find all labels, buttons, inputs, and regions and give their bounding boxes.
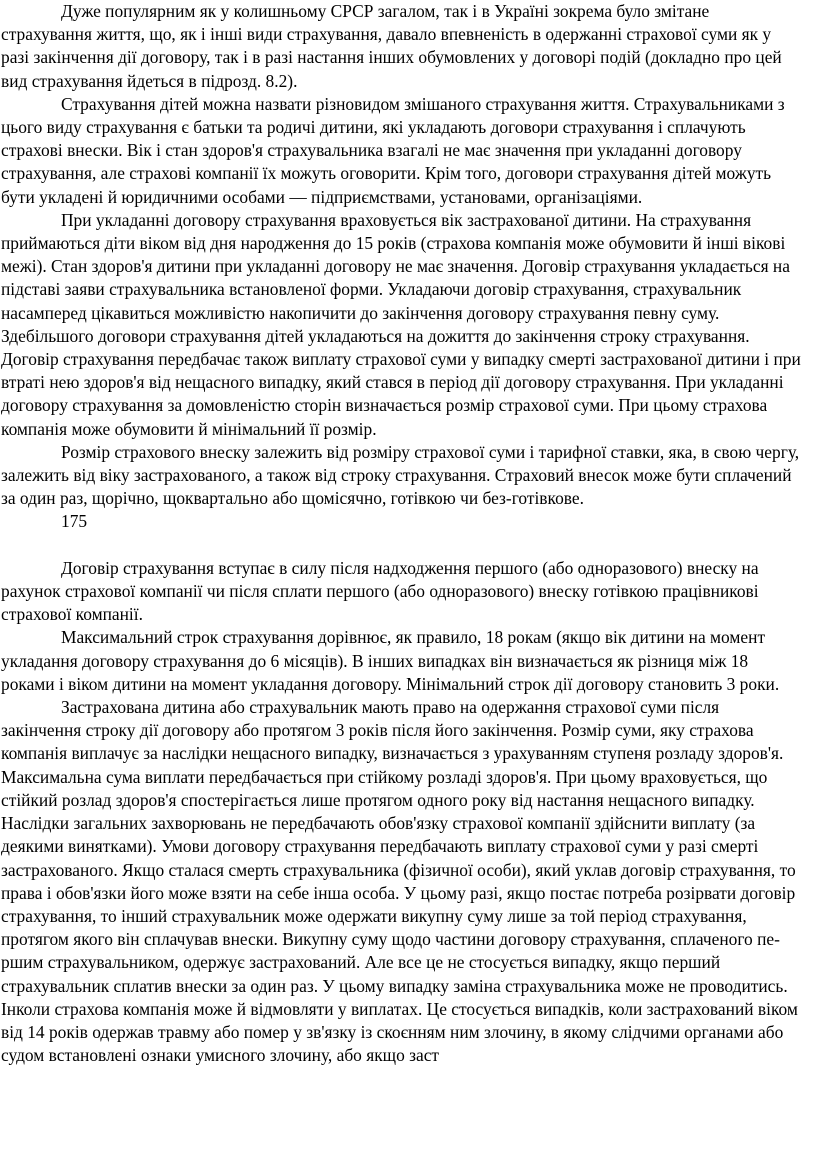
paragraph-payout-rights: Застрахована дитина або страхувальник мають право на одержання страхової суми після закінчення строку дії договору або протягом 3 років після його закінчення. Розмір суми, яку страхова компанія виплачує за наслідки нещасного випадку, визначається з урахуванням ступеня розладу здоров'я. Максимальна сума виплати передбачається при стійкому розладі здоров'я. При цьому враховується, що стійкий розлад здоров'я спостерігається лише протягом одного року від настання нещасного випадку. Наслідки загальних захворювань не передбачають обов'язку страхової компанії здійснити виплату (за деякими винятками). Умови договору страхування передбачають виплату страхової суми у разі смерті застрахованого. Якщо сталася смерть страхувальника (фізичної особи), який уклав договір страхування, то права і обов'язки його може взяти на себе інша особа. У цьому разі, якщо постає потреба розірвати договір страхування, то інший страхувальник може одержати викупну суму лише за той період страхування, протягом якого він сплачував внески. Викупну суму щодо частини договору страхування, сплаченого пе-ршим страхувальником, одержує застрахований. Але все це не стосується випадку, якщо перший страхувальник сплатив внески за один раз. У цьому випадку заміна страхувальника може не проводитись. [1,697,796,996]
paragraph-child-insurance-definition: Страхування дітей можна назвати різновидом змішаного страхування життя. Страхувальниками з цього виду страхування є батьки та родичі дитини, які укладають договори страхування і сплачують страхові внески. Вік і стан здоров'я страхувальника взагалі не має значення при укладанні договору страхування, але страхові компанії їх можуть оговорити. Крім того, договори страхування дітей можуть бути укладені й юридичними особами — підприємствами, установами, організаціями. [1,93,785,207]
paragraph-premium-size: Розмір страхового внеску залежить від розміру страхової суми і тарифної ставки, яка, в свою чергу, залежить від віку застрахованого, а також від строку страхування. Страховий внесок може бути сплачений за один раз, щорічно, щоквартально або щомісячно, готівкою чи без-готівкове. [1,441,800,509]
page-break-gap [1,534,801,557]
page-number: 175 [61,511,88,532]
paragraph-child-age-terms: При укладанні договору страхування враховується вік застрахованої дитини. На страхування приймаються діти віком від дня народження до 15 років (страхова компанія може обумовити й інші вікові межі). Стан здоров'я дитини при укладанні договору не має значення. Договір страхування укладається на підставі заяви страхувальника встановленої форми. Укладаючи договір страхування, страхувальник насамперед цікавиться можливістю накопичити до закінчення договору страхування певну суму. Здебільшого договори страхування дітей укладаються на дожиття до закінчення строку страхування. Договір страхування передбачає також виплату страхової суми у випадку смерті застрахованої дитини і при втраті нею здоров'я від нещасного випадку, який стався в період дії договору страхування. При укладанні договору страхування за домовленістю сторін визначається розмір страхової суми. При цьому страхова компанія може обумовити й мінімальний її розмір. [1,209,801,439]
paragraph-contract-effective: Договір страхування вступає в силу після надходження першого (або одноразового) внеску на рахунок страхової компанії чи після сплати першого (або одноразового) внеску готівкою працівникові страхової компанії. [1,557,759,625]
paragraph-life-insurance-history: Дуже популярним як у колишньому СРСР загалом, так і в Україні зокрема було змітане страхування життя, що, як і інші види страхування, давало впевненість в одержанні страхової суми як у разі закінчення дії договору, так і в разі настання інших обумовлених у договорі подій (докладно про цей вид страхування йдеться в підрозд. 8.2). [1,1,782,91]
paragraph-payout-refusal: Інколи страхова компанія може й відмовляти у виплатах. Це стосується випадків, коли застрахований віком від 14 років одержав травму або помер у зв'язку із скоєнням ним злочину, в якому слідчими органами або судом встановлені ознаки умисного злочину, або якщо заст [1,998,798,1066]
paragraph-insurance-term: Максимальний строк страхування дорівнює, як правило, 18 рокам (якщо вік дитини на момент укладання договору страхування до 6 місяців). В інших випадках він визначається як різниця між 18 роками і віком дитини на момент укладання договору. Мінімальний строк дії договору становить 3 роки. [1,627,780,694]
